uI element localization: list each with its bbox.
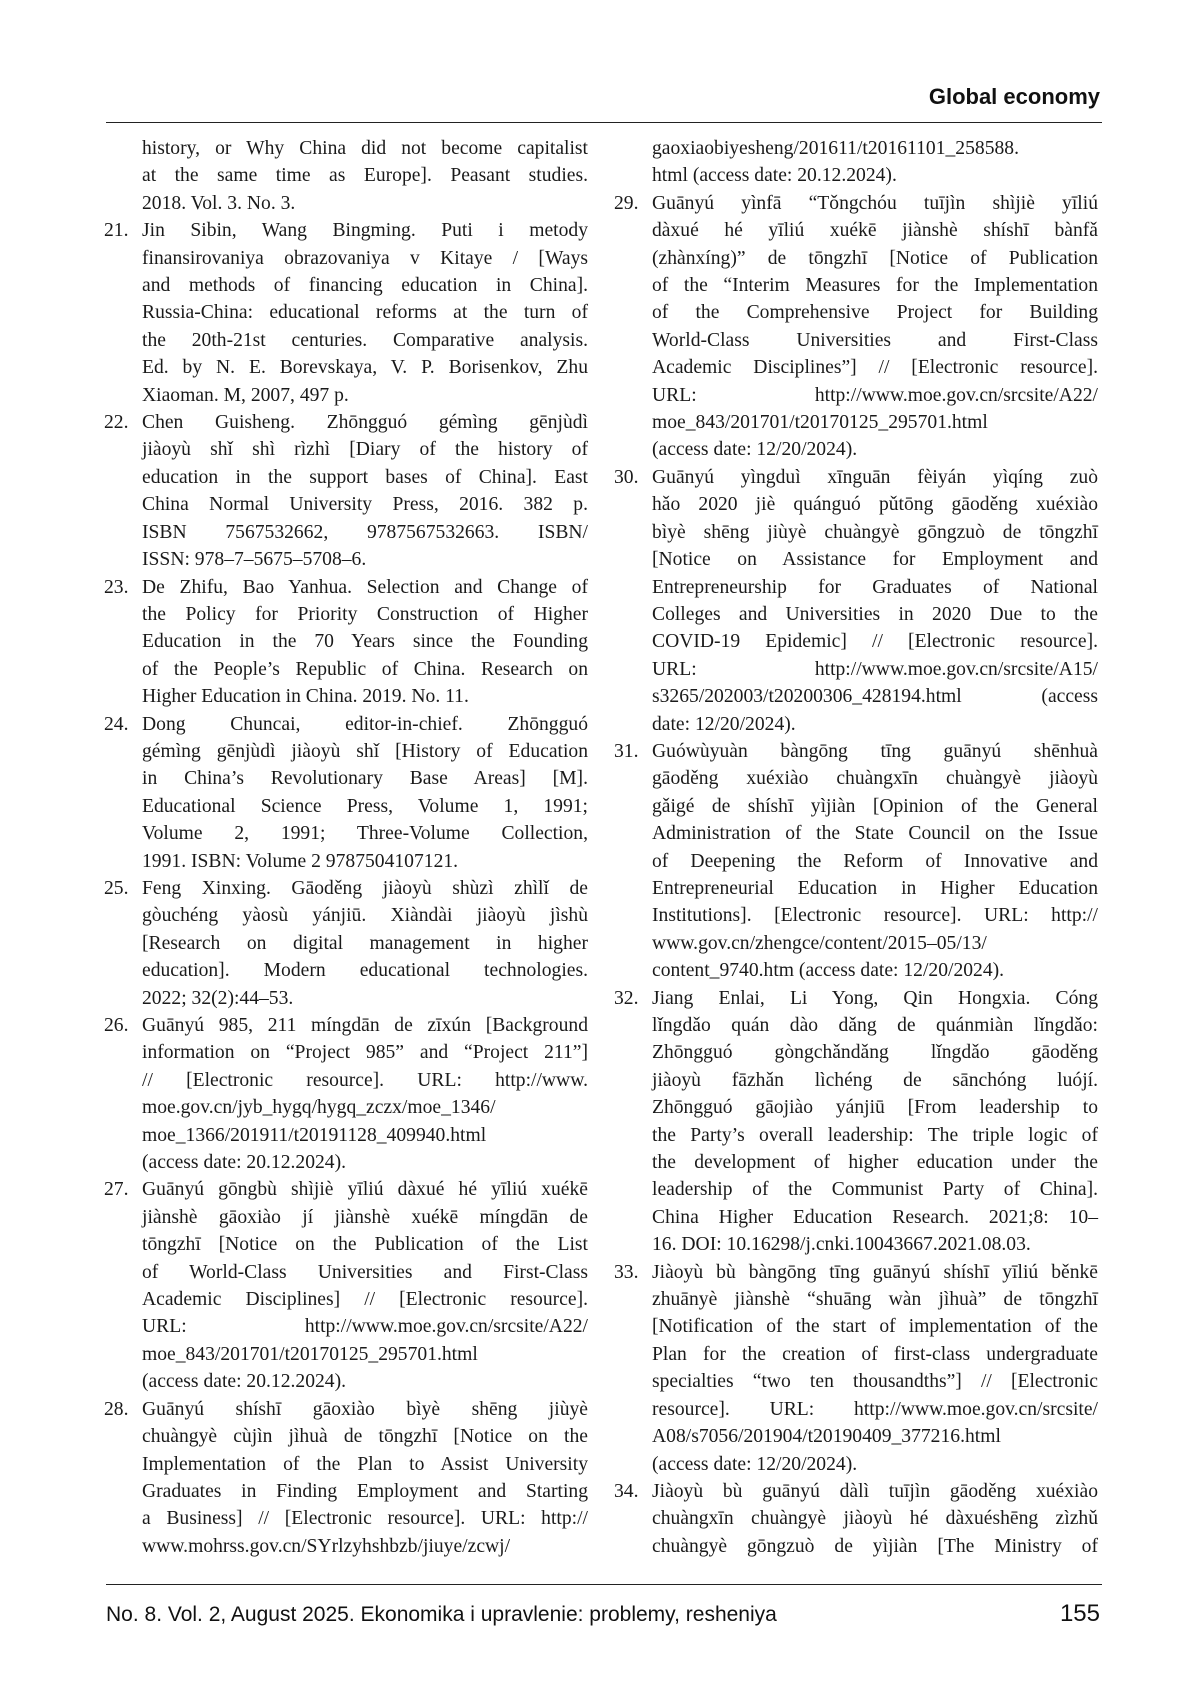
reference-line: gāoděng xuéxiào chuàngxīn chuàngyè jiàoyù	[652, 765, 1098, 792]
reference-line: history, or Why China did not become capitalist	[142, 135, 588, 162]
reference-line: jiàoyù shǐ shì rìzhì [Diary of the history of	[142, 436, 588, 463]
reference-line: (zhànxíng)” de tōngzhī [Notice of Publication	[652, 245, 1098, 272]
reference-line: lǐngdǎo quán dào dǎng de quánmiàn lǐngdǎo:	[652, 1012, 1098, 1039]
reference-line: Dong Chuncai, editor-in-chief. Zhōngguó	[142, 711, 588, 738]
reference-line: jiàoyù fāzhǎn lìchéng de sānchóng luójí.	[652, 1067, 1098, 1094]
reference-line: of the Comprehensive Project for Building	[652, 299, 1098, 326]
reference-line: China Higher Education Research. 2021;8: 10–	[652, 1204, 1098, 1231]
reference-line: Volume 2, 1991; Three-Volume Collection,	[142, 820, 588, 847]
reference-line: 2022; 32(2):44–53.	[142, 985, 588, 1012]
page-number: 155	[1060, 1600, 1100, 1628]
reference-item	[614, 738, 1098, 985]
reference-line: (access date: 12/20/2024).	[652, 436, 1098, 463]
reference-continuation	[104, 135, 588, 217]
reference-number: 26.	[104, 1012, 129, 1039]
reference-line: Jiàoyù bù guānyú dàlì tuījìn gāoděng xuéxiào	[652, 1478, 1098, 1505]
reference-line: Feng Xinxing. Gāoděng jiàoyù shùzì zhìlǐ de	[142, 875, 588, 902]
reference-line: Guānyú 985, 211 míngdān de zīxún [Background	[142, 1012, 588, 1039]
reference-number: 31.	[614, 738, 639, 765]
reference-number: 30.	[614, 464, 639, 491]
reference-line: education]. Modern educational technologies.	[142, 957, 588, 984]
reference-line: Zhōngguó gòngchǎndǎng lǐngdǎo gāoděng	[652, 1039, 1098, 1066]
reference-line: Educational Science Press, Volume 1, 1991;	[142, 793, 588, 820]
reference-item	[104, 1012, 588, 1176]
reference-line: Guānyú yìngduì xīnguān fèiyán yìqíng zuò	[652, 464, 1098, 491]
reference-line: specialties “two ten thousandths”] // [Electronic	[652, 1368, 1098, 1395]
reference-line: a Business] // [Electronic resource]. URL: http://	[142, 1505, 588, 1532]
reference-line: Chen Guisheng. Zhōngguó gémìng gēnjùdì	[142, 409, 588, 436]
reference-line: Implementation of the Plan to Assist University	[142, 1451, 588, 1478]
reference-line: the 20th-21st centuries. Comparative analysis.	[142, 327, 588, 354]
reference-number: 23.	[104, 574, 129, 601]
reference-number: 34.	[614, 1478, 639, 1505]
reference-line: 2018. Vol. 3. No. 3.	[142, 190, 588, 217]
reference-line: Academic Disciplines”] // [Electronic resource].	[652, 354, 1098, 381]
reference-item	[614, 1478, 1098, 1560]
reference-line: // [Electronic resource]. URL: http://www.	[142, 1067, 588, 1094]
reference-line: Guówùyuàn bàngōng tīng guānyú shēnhuà	[652, 738, 1098, 765]
reference-line: Entrepreneurship for Graduates of National	[652, 574, 1098, 601]
reference-item	[104, 217, 588, 409]
reference-line: www.gov.cn/zhengce/content/2015–05/13/	[652, 930, 1098, 957]
reference-line: COVID-19 Epidemic] // [Electronic resource].	[652, 628, 1098, 655]
reference-line: date: 12/20/2024).	[652, 711, 1098, 738]
reference-item	[104, 875, 588, 1012]
reference-number: 27.	[104, 1176, 129, 1203]
reference-line: chuàngyè cùjìn jìhuà de tōngzhī [Notice on the	[142, 1423, 588, 1450]
reference-line: ISSN: 978–7–5675–5708–6.	[142, 546, 588, 573]
reference-line: education in the support bases of China]. East	[142, 464, 588, 491]
reference-line: [Notice on Assistance for Employment and	[652, 546, 1098, 573]
reference-line: of the People’s Republic of China. Research on	[142, 656, 588, 683]
reference-line: Jiàoyù bù bàngōng tīng guānyú shíshī yīliú běnkē	[652, 1259, 1098, 1286]
reference-line: Plan for the creation of first-class undergraduate	[652, 1341, 1098, 1368]
reference-line: 16. DOI: 10.16298/j.cnki.10043667.2021.08.03.	[652, 1231, 1098, 1258]
reference-line: Jiang Enlai, Li Yong, Qin Hongxia. Cóng	[652, 985, 1098, 1012]
reference-line: finansirovaniya obrazovaniya v Kitaye / [Ways	[142, 245, 588, 272]
reference-line: tōngzhī [Notice on the Publication of the List	[142, 1231, 588, 1258]
reference-line: ISBN 7567532662, 9787567532663. ISBN/	[142, 519, 588, 546]
reference-line: Higher Education in China. 2019. No. 11.	[142, 683, 588, 710]
reference-line: zhuānyè jiànshè “shuāng wàn jìhuà” de tōngzhī	[652, 1286, 1098, 1313]
reference-line: www.mohrss.gov.cn/SYrlzyhshbzb/jiuye/zcwj/	[142, 1533, 588, 1560]
reference-line: 1991. ISBN: Volume 2 9787504107121.	[142, 848, 588, 875]
reference-line: moe.gov.cn/jyb_hygq/hygq_zczx/moe_1346/	[142, 1094, 588, 1121]
reference-number: 22.	[104, 409, 129, 436]
reference-line: Administration of the State Council on the Issue	[652, 820, 1098, 847]
reference-number: 32.	[614, 985, 639, 1012]
header-divider	[106, 122, 1102, 123]
reference-line: moe_1366/201911/t20191128_409940.html	[142, 1122, 588, 1149]
reference-line: hǎo 2020 jiè quánguó pǔtōng gāoděng xuéxiào	[652, 491, 1098, 518]
reference-line: URL: http://www.moe.gov.cn/srcsite/A15/	[652, 656, 1098, 683]
reference-line: (access date: 20.12.2024).	[142, 1149, 588, 1176]
reference-line: chuàngyè gōngzuò de yìjiàn [The Ministry of	[652, 1533, 1098, 1560]
reference-line: gòuchéng yàosù yánjiū. Xiàndài jiàoyù jìshù	[142, 902, 588, 929]
references-column-left	[104, 135, 588, 1560]
reference-line: URL: http://www.moe.gov.cn/srcsite/A22/	[652, 382, 1098, 409]
reference-item	[104, 1396, 588, 1560]
reference-line: China Normal University Press, 2016. 382 p.	[142, 491, 588, 518]
section-title: Global economy	[929, 84, 1100, 110]
journal-citation: No. 8. Vol. 2, August 2025. Ekonomika i upravlenie: problemy, resheniya	[106, 1603, 777, 1627]
reference-line: gǎigé de shíshī yìjiàn [Opinion of the General	[652, 793, 1098, 820]
reference-item	[104, 711, 588, 875]
reference-line: in China’s Revolutionary Base Areas] [M].	[142, 765, 588, 792]
reference-line: Xiaoman. M, 2007, 497 p.	[142, 382, 588, 409]
reference-line: content_9740.htm (access date: 12/20/2024).	[652, 957, 1098, 984]
reference-line: [Notification of the start of implementation of the	[652, 1313, 1098, 1340]
reference-line: Institutions]. [Electronic resource]. URL: http://	[652, 902, 1098, 929]
reference-line: dàxué hé yīliú xuékē jiànshè shíshī bànfǎ	[652, 217, 1098, 244]
reference-item	[614, 1259, 1098, 1478]
reference-line: (access date: 20.12.2024).	[142, 1368, 588, 1395]
references-column-right	[614, 135, 1098, 1560]
reference-line: Jin Sibin, Wang Bingming. Puti i metody	[142, 217, 588, 244]
footer-divider	[106, 1584, 1102, 1585]
reference-line: chuàngxīn chuàngyè jiàoyù hé dàxuéshēng zìzhǔ	[652, 1505, 1098, 1532]
reference-line: at the same time as Europe]. Peasant studies.	[142, 162, 588, 189]
reference-item	[614, 985, 1098, 1259]
reference-line: Russia-China: educational reforms at the turn of	[142, 299, 588, 326]
reference-line: (access date: 12/20/2024).	[652, 1451, 1098, 1478]
reference-continuation	[614, 135, 1098, 190]
reference-line: and methods of financing education in China].	[142, 272, 588, 299]
reference-number: 28.	[104, 1396, 129, 1423]
reference-line: moe_843/201701/t20170125_295701.html	[142, 1341, 588, 1368]
reference-line: Guānyú gōngbù shìjiè yīliú dàxué hé yīliú xuékē	[142, 1176, 588, 1203]
reference-line: jiànshè gāoxiào jí jiànshè xuékē míngdān de	[142, 1204, 588, 1231]
reference-line: A08/s7056/201904/t20190409_377216.html	[652, 1423, 1098, 1450]
reference-item	[104, 574, 588, 711]
reference-line: Colleges and Universities in 2020 Due to the	[652, 601, 1098, 628]
reference-line: Entrepreneurial Education in Higher Education	[652, 875, 1098, 902]
reference-line: html (access date: 20.12.2024).	[652, 162, 1098, 189]
reference-number: 33.	[614, 1259, 639, 1286]
reference-line: [Research on digital management in higher	[142, 930, 588, 957]
reference-line: Graduates in Finding Employment and Starting	[142, 1478, 588, 1505]
reference-line: s3265/202003/t20200306_428194.html (access	[652, 683, 1098, 710]
reference-item	[104, 409, 588, 573]
reference-line: gaoxiaobiyesheng/201611/t20161101_258588.	[652, 135, 1098, 162]
reference-line: the Policy for Priority Construction of Higher	[142, 601, 588, 628]
reference-line: World-Class Universities and First-Class	[652, 327, 1098, 354]
reference-number: 29.	[614, 190, 639, 217]
reference-number: 25.	[104, 875, 129, 902]
reference-line: of World-Class Universities and First-Class	[142, 1259, 588, 1286]
reference-item	[614, 464, 1098, 738]
reference-line: Guānyú shíshī gāoxiào bìyè shēng jiùyè	[142, 1396, 588, 1423]
reference-line: the Party’s overall leadership: The triple logic of	[652, 1122, 1098, 1149]
reference-item	[104, 1176, 588, 1395]
reference-line: the development of higher education under the	[652, 1149, 1098, 1176]
reference-item	[614, 190, 1098, 464]
reference-line: of the “Interim Measures for the Implementation	[652, 272, 1098, 299]
reference-line: De Zhifu, Bao Yanhua. Selection and Change of	[142, 574, 588, 601]
reference-line: Zhōngguó gāojiào yánjiū [From leadership to	[652, 1094, 1098, 1121]
reference-line: gémìng gēnjùdì jiàoyù shǐ [History of Education	[142, 738, 588, 765]
reference-number: 24.	[104, 711, 129, 738]
reference-line: moe_843/201701/t20170125_295701.html	[652, 409, 1098, 436]
reference-line: Guānyú yìnfā “Tǒngchóu tuījìn shìjiè yīliú	[652, 190, 1098, 217]
reference-line: information on “Project 985” and “Project 211”]	[142, 1039, 588, 1066]
reference-line: leadership of the Communist Party of China].	[652, 1176, 1098, 1203]
reference-line: Education in the 70 Years since the Founding	[142, 628, 588, 655]
reference-line: Ed. by N. E. Borevskaya, V. P. Borisenkov, Zhu	[142, 354, 588, 381]
reference-line: bìyè shēng jiùyè chuàngyè gōngzuò de tōngzhī	[652, 519, 1098, 546]
reference-line: resource]. URL: http://www.moe.gov.cn/srcsite/	[652, 1396, 1098, 1423]
reference-line: Academic Disciplines] // [Electronic resource].	[142, 1286, 588, 1313]
reference-line: of Deepening the Reform of Innovative and	[652, 848, 1098, 875]
reference-number: 21.	[104, 217, 129, 244]
reference-line: URL: http://www.moe.gov.cn/srcsite/A22/	[142, 1313, 588, 1340]
